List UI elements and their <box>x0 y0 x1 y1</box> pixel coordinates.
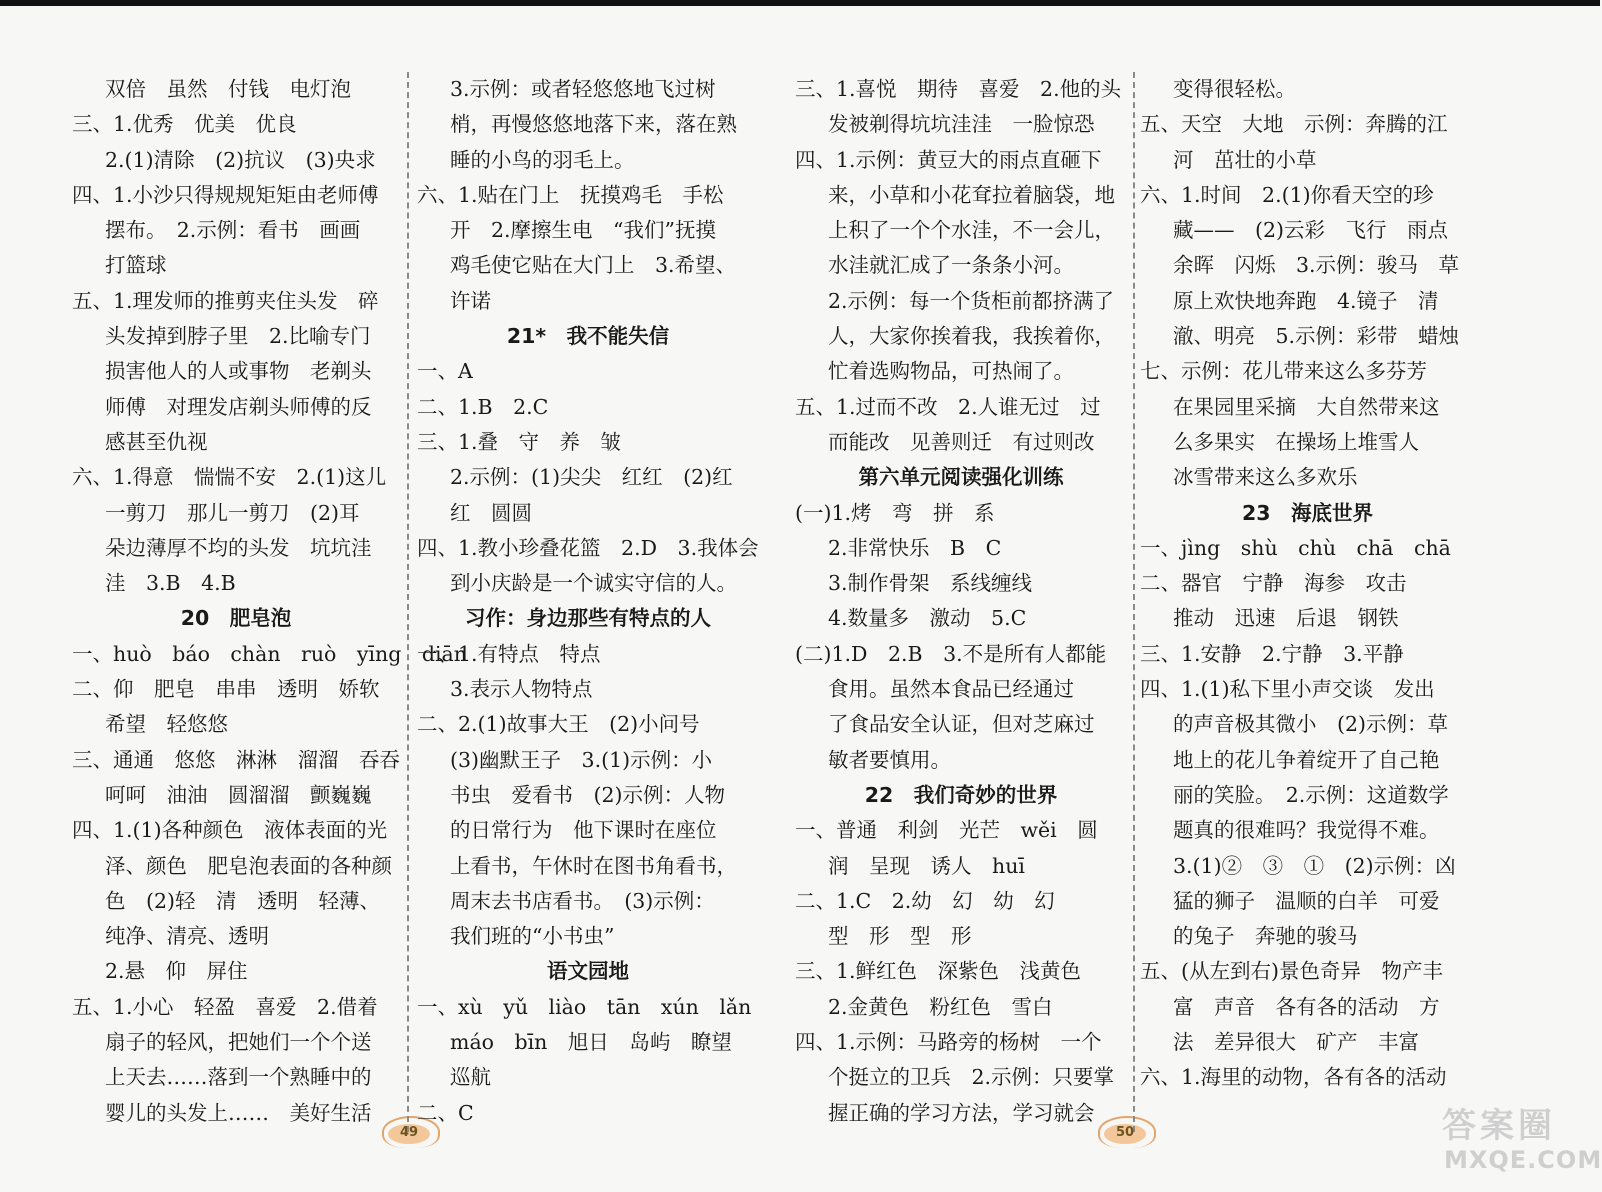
answer-line: 型 形 型 形 <box>828 924 972 949</box>
answer-line: 二、C <box>417 1100 474 1125</box>
answer-line: 三、1.优秀 优美 优良 <box>72 112 297 137</box>
answer-line: 4.数量多 激动 5.C <box>828 606 1027 631</box>
section-heading: 习作：身边那些有特点的人 <box>465 606 711 631</box>
answer-line: 七、示例：花儿带来这么多芬芳 <box>1140 359 1427 384</box>
watermark-url: MXQE.COM <box>1444 1146 1602 1174</box>
answer-line: 洼 3.B 4.B <box>105 571 236 596</box>
answer-line: 2.示例：(1)尖尖 红红 (2)红 <box>450 465 733 490</box>
column-divider <box>407 72 409 1132</box>
answer-line: 上天去……落到一个熟睡中的 <box>105 1065 372 1090</box>
answer-line: 2.金黄色 粉红色 雪白 <box>828 994 1053 1019</box>
answer-line: 3.示例：或者轻悠悠地飞过树 <box>450 77 716 101</box>
answer-line: 师傅 对理发店剃头师傅的反 <box>105 394 372 419</box>
answer-line: 五、1.小心 轻盈 喜爱 2.借着 <box>72 994 378 1019</box>
answer-line: 忙着选购物品，可热闹了。 <box>828 359 1074 384</box>
answer-line: 五、天空 大地 示例：奔腾的江 <box>1140 112 1448 137</box>
answer-line: 在果园里采摘 大自然带来这 <box>1173 394 1440 419</box>
answer-line: 河 茁壮的小草 <box>1173 147 1317 172</box>
answer-line: 三、1.鲜红色 深紫色 浅黄色 <box>795 959 1082 984</box>
section-heading: 语文园地 <box>547 959 629 984</box>
answer-line: 头发掉到脖子里 2.比喻专门 <box>105 324 371 349</box>
answer-line: 2.示例：每一个货柜前都挤满了 <box>828 288 1115 313</box>
answer-line: 地上的花儿争着绽开了自己艳 <box>1173 747 1440 772</box>
answer-line: máo bīn 旭日 岛屿 瞭望 <box>450 1030 732 1055</box>
answer-line: 五、1.过而不改 2.人谁无过 过 <box>795 394 1101 419</box>
answer-line: 六、1.海里的动物，各有各的活动 <box>1140 1065 1447 1090</box>
answer-line: 二、仰 肥皂 串串 透明 娇软 <box>72 677 380 702</box>
answer-line: 六、1.贴在门上 抚摸鸡毛 手松 <box>417 182 724 207</box>
answer-line: 原上欢快地奔跑 4.镜子 清 <box>1173 288 1439 313</box>
answer-line: 泽、颜色 肥皂泡表面的各种颜 <box>105 853 392 878</box>
watermark-text: 答案圈 <box>1442 1106 1556 1146</box>
answer-line: 周末去书店看书。 (3)示例： <box>450 888 715 913</box>
answer-line: 摆布。 2.示例：看书 画画 <box>105 218 361 243</box>
answer-line: 余晖 闪烁 3.示例：骏马 草 <box>1173 253 1460 278</box>
answer-line: (二)1.D 2.B 3.不是所有人都能 <box>795 641 1107 666</box>
answer-line: 四、1.(1)私下里小声交谈 发出 <box>1140 677 1435 702</box>
answer-line: 推动 迅速 后退 钢铁 <box>1173 606 1399 631</box>
answer-line: 上积了一个个水洼，不一会儿， <box>828 218 1115 243</box>
answer-line: 六、1.得意 惴惴不安 2.(1)这儿 <box>72 465 387 490</box>
answer-line: 一、jìng shù chù chā chā <box>1140 535 1451 560</box>
answer-line: 猛的狮子 温顺的白羊 可爱 <box>1173 888 1440 913</box>
answer-line: 水洼就汇成了一条条小河。 <box>828 253 1074 278</box>
answer-line: 变得很轻松。 <box>1173 77 1296 101</box>
answer-line: 法 差异很大 矿产 丰富 <box>1173 1030 1419 1055</box>
answer-line: 巡航 <box>450 1065 491 1090</box>
answer-line: 一剪刀 那儿一剪刀 (2)耳 <box>105 500 360 525</box>
answer-line: 润 呈现 诱人 huī <box>828 853 1025 878</box>
answer-line: 一、xù yǔ liào tān xún lǎn <box>417 994 752 1019</box>
answer-line: 富 声音 各有各的活动 方 <box>1173 994 1440 1019</box>
column-3 <box>795 72 1127 1131</box>
answer-line: 的日常行为 他下课时在座位 <box>450 818 717 843</box>
answer-line: 书虫 爱看书 (2)示例：人物 <box>450 782 726 807</box>
section-heading: 第六单元阅读强化训练 <box>858 465 1064 490</box>
answer-line: 四、1.教小珍叠花篮 2.D 3.我体会 <box>417 535 759 560</box>
answer-line: 么多果实 在操场上堆雪人 <box>1173 429 1419 454</box>
answer-line: 冰雪带来这么多欢乐 <box>1173 465 1358 490</box>
column-2 <box>417 72 759 1131</box>
answer-line: 二、1.C 2.幼 幻 幼 幻 <box>795 888 1055 913</box>
answer-line: 而能改 见善则迁 有过则改 <box>828 429 1095 454</box>
answer-line: 来，小草和小花耷拉着脑袋，地 <box>828 182 1115 207</box>
answer-line: 四、1.示例：马路旁的杨树 一个 <box>795 1030 1102 1055</box>
answer-line: 四、1.示例：黄豆大的雨点直砸下 <box>795 147 1102 172</box>
answer-line: 呵呵 油油 圆溜溜 颤巍巍 <box>105 782 372 807</box>
answer-line: 3.制作骨架 系线缠线 <box>828 571 1033 596</box>
answer-line: 了食品安全认证，但对芝麻过 <box>828 712 1095 737</box>
answer-line: 打篮球 <box>105 253 167 278</box>
answer-line: 二、器官 宁静 海参 攻击 <box>1140 571 1407 596</box>
answer-line: 人，大家你挨着我，我挨着你， <box>828 324 1115 349</box>
answer-line: 的兔子 奔驰的骏马 <box>1173 924 1358 949</box>
answer-line: 二、1.B 2.C <box>417 394 549 419</box>
page-number-left: 49 <box>382 1114 436 1152</box>
answer-line: 红 圆圆 <box>450 500 532 525</box>
answer-line: 睡的小鸟的羽毛上。 <box>450 147 635 172</box>
page-number-right: 50 <box>1098 1114 1152 1152</box>
section-heading: 23 海底世界 <box>1241 500 1374 525</box>
answer-line: 三、1.叠 守 养 皱 <box>417 429 622 454</box>
answer-line: 感甚至仇视 <box>105 429 208 454</box>
answer-line: 损害他人的人或事物 老剃头 <box>105 359 372 384</box>
answer-line: 2.非常快乐 B C <box>828 535 1002 560</box>
answer-line: 澈、明亮 5.示例：彩带 蜡烛 <box>1173 324 1460 349</box>
answer-line: 题真的很难吗？我觉得不难。 <box>1173 818 1440 843</box>
answer-line: 握正确的学习方法，学习就会 <box>828 1100 1095 1125</box>
answer-line: 五、(从左到右)景色奇异 物产丰 <box>1140 959 1443 984</box>
answer-line: 食用。虽然本食品已经通过 <box>828 677 1074 702</box>
answer-line: 2.(1)清除 (2)抗议 (3)央求 <box>105 147 376 172</box>
answer-line: 丽的笑脸。 2.示例：这道数学 <box>1173 782 1449 807</box>
answer-line: 六、1.时间 2.(1)你看天空的珍 <box>1140 182 1434 207</box>
section-heading: 22 我们奇妙的世界 <box>864 782 1058 807</box>
answer-line: 一、1.有特点 特点 <box>417 641 601 666</box>
watermark-logo <box>1430 1098 1602 1182</box>
answer-line: 扇子的轻风，把她们一个个送 <box>105 1030 372 1055</box>
answer-line: 三、1.喜悦 期待 喜爱 2.他的头 <box>795 77 1122 101</box>
answer-line: 朵边薄厚不均的头发 坑坑洼 <box>105 535 372 560</box>
answer-line: 二、2.(1)故事大王 (2)小问号 <box>417 712 700 737</box>
answer-line: 上看书，午休时在图书角看书， <box>450 853 737 878</box>
section-heading: 20 肥皂泡 <box>180 606 292 631</box>
answer-line: 我们班的“小书虫” <box>450 924 615 949</box>
section-heading: 21* 我不能失信 <box>506 324 670 349</box>
answer-line: 一、普通 利剑 光芒 wěi 圆 <box>795 818 1098 843</box>
answer-line: 婴儿的头发上…… 美好生活 <box>105 1100 372 1125</box>
answer-line: 梢，再慢悠悠地落下来，落在熟 <box>450 112 737 137</box>
answer-line: 一、huò báo chàn ruò yīng diān <box>72 641 467 666</box>
column-divider <box>1133 72 1135 1132</box>
answer-line: 3.(1)② ③ ① (2)示例：凶 <box>1173 853 1456 878</box>
answer-line: 鸡毛使它贴在大门上 3.希望、 <box>450 253 737 278</box>
top-bar <box>0 0 1600 6</box>
answer-line: 一、A <box>417 359 473 384</box>
answer-line: 许诺 <box>450 288 491 313</box>
answer-line: 发被剃得坑坑洼洼 一脸惊恐 <box>828 112 1095 137</box>
answer-line: 纯净、清亮、透明 <box>105 924 269 949</box>
answer-line: 色 (2)轻 清 透明 轻薄、 <box>105 888 381 913</box>
answer-line: 2.悬 仰 屏住 <box>105 959 248 984</box>
answer-line: 五、1.理发师的推剪夹住头发 碎 <box>72 288 379 313</box>
answer-line: 希望 轻悠悠 <box>105 712 228 737</box>
column-4 <box>1140 72 1475 1096</box>
answer-line: 到小庆龄是一个诚实守信的人。 <box>450 571 737 596</box>
answer-line: 个挺立的卫兵 2.示例：只要掌 <box>828 1065 1115 1090</box>
answer-line: (一)1.烤 弯 拼 系 <box>795 500 995 525</box>
answer-line: 开 2.摩擦生电 “我们”抚摸 <box>450 218 717 243</box>
answer-line: 藏—— (2)云彩 飞行 雨点 <box>1173 218 1449 243</box>
answer-line: 四、1.小沙只得规规矩矩由老师傅 <box>72 182 379 207</box>
answer-line: 的声音极其微小 (2)示例：草 <box>1173 712 1449 737</box>
answer-line: 三、1.安静 2.宁静 3.平静 <box>1140 641 1404 666</box>
answer-line: 四、1.(1)各种颜色 液体表面的光 <box>72 818 388 843</box>
answer-line: 3.表示人物特点 <box>450 677 593 702</box>
answer-line: 三、通通 悠悠 淋淋 溜溜 吞吞 <box>72 747 400 772</box>
answer-line: 敏者要慎用。 <box>828 747 951 772</box>
answer-line: (3)幽默王子 3.(1)示例：小 <box>450 747 713 772</box>
answer-line: 双倍 虽然 付钱 电灯泡 <box>105 77 351 101</box>
